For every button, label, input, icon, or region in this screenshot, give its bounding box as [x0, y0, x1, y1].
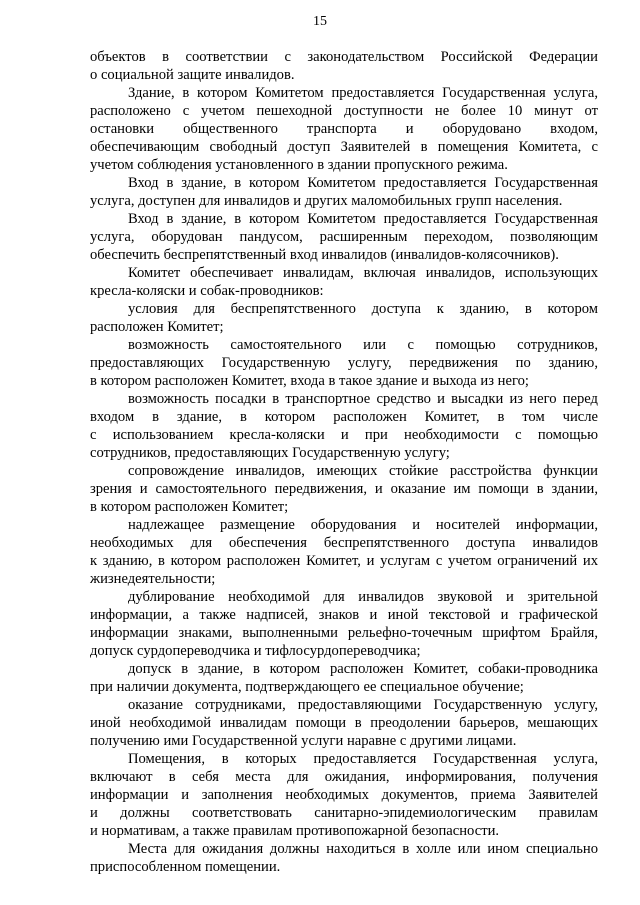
text-line: сотрудников, предоставляющих Государственную услугу; [90, 445, 450, 461]
text-line: необходимых для обеспечения беспрепятственного доступа инвалидов [90, 535, 598, 551]
text-line: информации, а также надписей, знаков и иной текстовой и графической [90, 607, 598, 623]
text-line: входом в здание, в котором расположен Комитет, в том числе [90, 409, 598, 425]
text-line: условия для беспрепятственного доступа к зданию, в котором [128, 301, 598, 317]
text-line: приспособленном помещении. [90, 859, 281, 875]
text-line: Вход в здание, в котором Комитетом предоставляется Государственная [128, 175, 598, 191]
text-line: Комитет обеспечивает инвалидам, включая инвалидов, использующих [128, 265, 598, 281]
text-line: жизнедеятельности; [90, 571, 216, 587]
text-line: с использованием кресла-коляски и при необходимости с помощью [90, 427, 598, 443]
text-line: при наличии документа, подтверждающего ее специальное обучение; [90, 679, 524, 695]
text-line: сопровождение инвалидов, имеющих стойкие расстройства функции [128, 463, 598, 479]
text-line: надлежащее размещение оборудования и носителей информации, [128, 517, 598, 533]
text-line: обеспечить беспрепятственный вход инвалидов (инвалидов-колясочников). [90, 247, 559, 263]
text-line: получению ими Государственной услуги наравне с другими лицами. [90, 733, 517, 749]
text-line: допуск в здание, в котором расположен Комитет, собаки-проводника [128, 661, 598, 677]
text-line: расположено с учетом пешеходной доступности не более 10 минут от [90, 103, 598, 119]
text-line: дублирование необходимой для инвалидов звуковой и зрительной [128, 589, 598, 605]
text-line: оказание сотрудниками, предоставляющими Государственную услугу, [128, 697, 598, 713]
text-line: расположен Комитет; [90, 319, 224, 335]
text-line: зрения и самостоятельного передвижения, и оказание им помощи в здании, [90, 481, 598, 497]
text-line: допуск сурдопереводчика и тифлосурдопереводчика; [90, 643, 421, 659]
text-line: услуга, оборудован пандусом, расширенным переходом, позволяющим [90, 229, 598, 245]
text-line: остановки общественного транспорта и оборудовано входом, [90, 121, 598, 137]
text-line: информации знаками, выполненными рельефно-точечным шрифтом Брайля, [90, 625, 598, 641]
text-line: кресла-коляски и собак-проводников: [90, 283, 324, 299]
text-line: Места для ожидания должны находиться в холле или ином специально [128, 841, 598, 857]
text-line: возможность самостоятельного или с помощью сотрудников, [128, 337, 598, 353]
text-line: обеспечивающим свободный доступ Заявителей в помещения Комитета, с [90, 139, 598, 155]
text-line: и нормативам, а также правилам противопожарной безопасности. [90, 823, 500, 839]
page-number: 15 [313, 14, 327, 29]
text-line: иной необходимой инвалидам помощи в преодолении барьеров, мешающих [90, 715, 598, 731]
text-line: Помещения, в которых предоставляется Государственная услуга, [128, 751, 598, 767]
text-line: в котором расположен Комитет, входа в такое здание и выхода из него; [90, 373, 529, 389]
text-line: в котором расположен Комитет; [90, 499, 289, 515]
text-line: возможность посадки в транспортное средство и высадки из него перед [128, 391, 598, 407]
text-line: Здание, в котором Комитетом предоставляется Государственная услуга, [128, 85, 598, 101]
text-line: Вход в здание, в котором Комитетом предоставляется Государственная [128, 211, 598, 227]
text-line: к зданию, в котором расположен Комитет, и услугам с учетом ограничений их [90, 553, 598, 569]
text-line: предоставляющих Государственную услугу, передвижения по зданию, [90, 355, 598, 371]
text-line: о социальной защите инвалидов. [90, 67, 295, 83]
text-line: включают в себя места для ожидания, информирования, получения [90, 769, 598, 785]
document-body [90, 48, 598, 876]
text-line: и должны соответствовать санитарно-эпидемиологическим правилам [90, 805, 598, 821]
text-line: услуга, доступен для инвалидов и других маломобильных групп населения. [90, 193, 563, 209]
text-line: учетом соблюдения установленного в здании пропускного режима. [90, 157, 508, 173]
text-line: информации и заполнения необходимых документов, приема Заявителей [90, 787, 598, 803]
text-line: объектов в соответствии с законодательством Российской Федерации [90, 49, 598, 65]
